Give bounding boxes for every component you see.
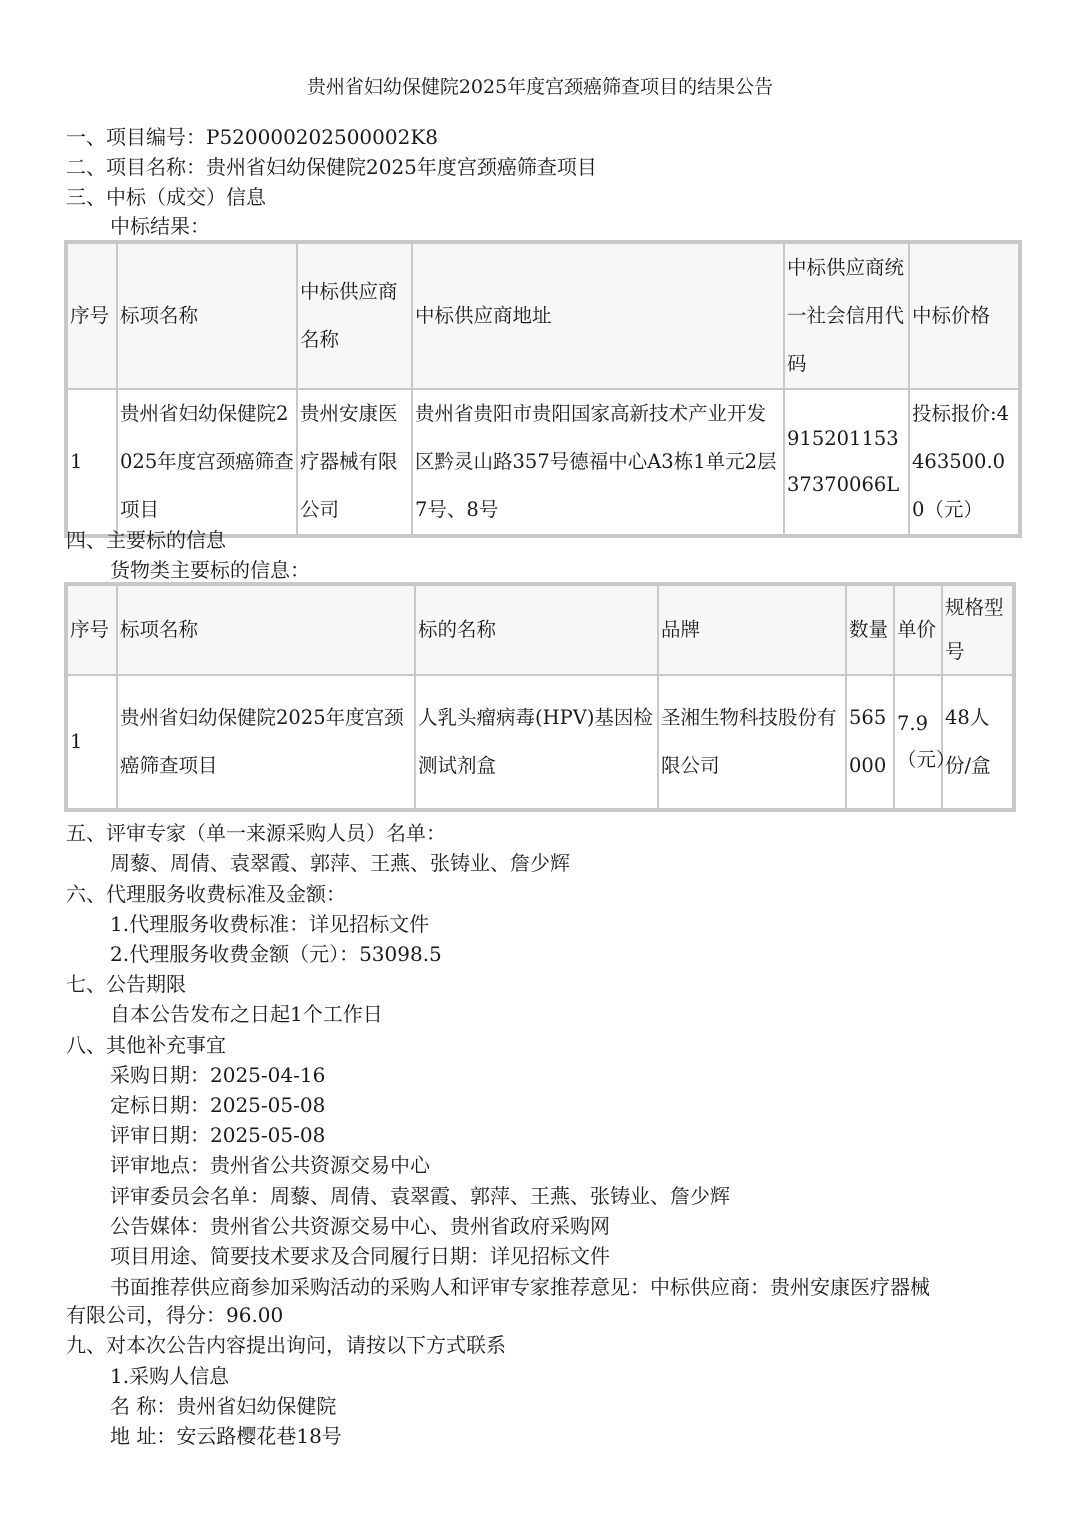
notice-period-text: 自本公告发布之日起1个工作日 bbox=[110, 1002, 383, 1026]
purchaser-address: 地 址：安云路樱花巷18号 bbox=[110, 1424, 342, 1448]
col-header: 中标供应商统一社会信用代码 bbox=[784, 243, 909, 389]
section-experts: 五、评审专家（单一来源采购人员）名单： bbox=[66, 821, 446, 845]
fee-amount: 2.代理服务收费金额（元）：53098.5 bbox=[110, 942, 442, 966]
cell-subject-name: 人乳头瘤病毒(HPV)基因检测试剂盒 bbox=[415, 675, 658, 809]
award-result-label: 中标结果： bbox=[110, 214, 210, 238]
review-date: 评审日期：2025-05-08 bbox=[110, 1123, 326, 1147]
page-title: 贵州省妇幼保健院2025年度宫颈癌筛查项目的结果公告 bbox=[306, 76, 774, 98]
review-location: 评审地点：贵州省公共资源交易中心 bbox=[110, 1153, 430, 1177]
col-header: 序号 bbox=[67, 243, 117, 389]
cell-no: 1 bbox=[67, 389, 117, 535]
cell-credit-code: 91520115337370066L bbox=[784, 389, 909, 535]
award-date: 定标日期：2025-05-08 bbox=[110, 1093, 326, 1117]
section-award-info: 三、中标（成交）信息 bbox=[66, 185, 266, 209]
col-header: 单价 bbox=[894, 585, 942, 675]
col-header: 序号 bbox=[67, 585, 117, 675]
cell-item-name: 贵州省妇幼保健院2025年度宫颈癌筛查项目 bbox=[117, 675, 415, 809]
cell-supplier: 贵州安康医疗器械有限公司 bbox=[297, 389, 412, 535]
main-subject-table bbox=[64, 582, 1016, 812]
table-row bbox=[67, 675, 1013, 809]
goods-subject-label: 货物类主要标的信息： bbox=[110, 558, 310, 582]
col-header: 中标价格 bbox=[909, 243, 1019, 389]
cell-no: 1 bbox=[67, 675, 117, 809]
col-header: 品牌 bbox=[658, 585, 846, 675]
purchaser-info-label: 1.采购人信息 bbox=[110, 1364, 230, 1388]
table-row bbox=[67, 389, 1019, 535]
section-inquiry: 九、对本次公告内容提出询问，请按以下方式联系 bbox=[66, 1333, 506, 1357]
col-header: 中标供应商名称 bbox=[297, 243, 412, 389]
section-notice-period: 七、公告期限 bbox=[66, 972, 186, 996]
col-header: 标项名称 bbox=[117, 585, 415, 675]
fee-standard: 1.代理服务收费标准：详见招标文件 bbox=[110, 912, 430, 936]
cell-unit-price: 7.9（元） bbox=[894, 675, 942, 809]
col-header: 中标供应商地址 bbox=[412, 243, 784, 389]
cell-brand: 圣湘生物科技股份有限公司 bbox=[658, 675, 846, 809]
notice-media: 公告媒体：贵州省公共资源交易中心、贵州省政府采购网 bbox=[110, 1214, 610, 1238]
recommendation-line-2: 有限公司，得分：96.00 bbox=[66, 1303, 284, 1327]
award-result-table bbox=[64, 240, 1022, 538]
project-purpose: 项目用途、简要技术要求及合同履行日期：详见招标文件 bbox=[110, 1244, 610, 1268]
col-header: 数量 bbox=[846, 585, 894, 675]
purchase-date: 采购日期：2025-04-16 bbox=[110, 1063, 326, 1087]
col-header: 标的名称 bbox=[415, 585, 658, 675]
purchaser-name: 名 称：贵州省妇幼保健院 bbox=[110, 1394, 337, 1418]
cell-address: 贵州省贵阳市贵阳国家高新技术产业开发区黔灵山路357号德福中心A3栋1单元2层7号、8号 bbox=[412, 389, 784, 535]
cell-price: 投标报价:4463500.00（元） bbox=[909, 389, 1019, 535]
section-agency-fee: 六、代理服务收费标准及金额： bbox=[66, 882, 346, 906]
table-header-row bbox=[67, 585, 1013, 675]
review-committee: 评审委员会名单：周藜、周倩、袁翠霞、郭萍、王燕、张铸业、詹少辉 bbox=[110, 1184, 730, 1208]
cell-item-name: 贵州省妇幼保健院2025年度宫颈癌筛查项目 bbox=[117, 389, 297, 535]
expert-names: 周藜、周倩、袁翠霞、郭萍、王燕、张铸业、詹少辉 bbox=[110, 851, 570, 875]
section-main-subject: 四、主要标的信息 bbox=[66, 528, 226, 552]
cell-spec: 48人份/盒 bbox=[942, 675, 1013, 809]
col-header: 标项名称 bbox=[117, 243, 297, 389]
col-header: 规格型号 bbox=[942, 585, 1013, 675]
table-header-row bbox=[67, 243, 1019, 389]
project-number: 一、项目编号：P520000202500002K8 bbox=[66, 125, 438, 149]
recommendation-line-1: 书面推荐供应商参加采购活动的采购人和评审专家推荐意见：中标供应商：贵州安康医疗器械 bbox=[110, 1275, 930, 1299]
cell-quantity: 565000 bbox=[846, 675, 894, 809]
section-other-matters: 八、其他补充事宜 bbox=[66, 1033, 226, 1057]
project-name: 二、项目名称：贵州省妇幼保健院2025年度宫颈癌筛查项目 bbox=[66, 155, 597, 179]
